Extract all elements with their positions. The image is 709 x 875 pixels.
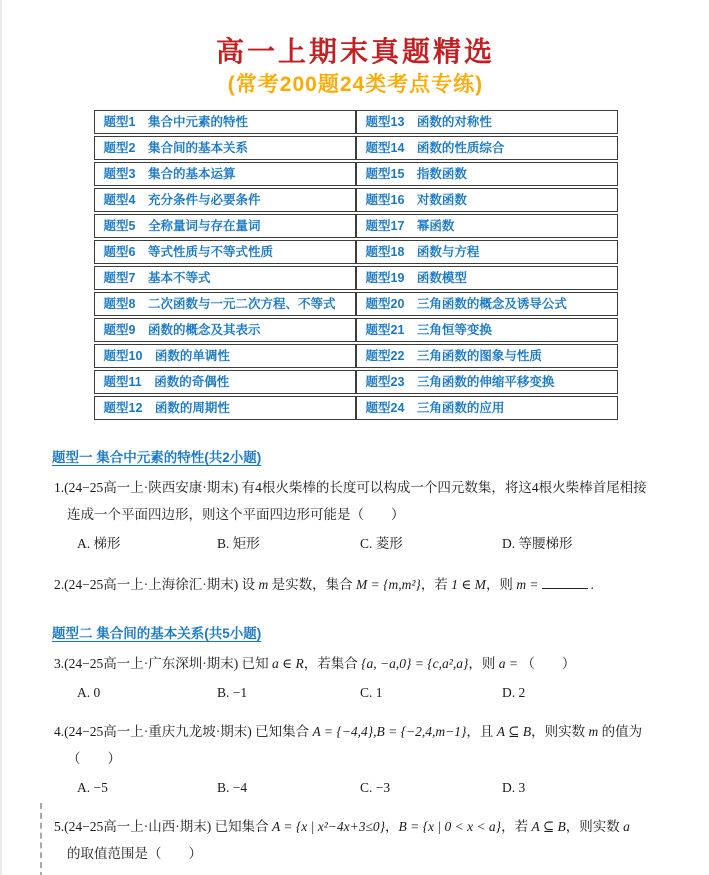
toc-entry: 题型2 集合间的基本关系 (103, 141, 248, 155)
question-4-text: 的值为 (598, 724, 643, 739)
toc-cell (356, 136, 618, 160)
toc-entry: 题型14 函数的性质综合 (365, 141, 505, 155)
toc-row (94, 188, 618, 212)
question-4 (54, 718, 669, 772)
toc-entry: 题型19 函数模型 (365, 271, 467, 285)
toc-row (94, 292, 618, 316)
question-4-text: ，且 (466, 724, 497, 739)
math-var: a (623, 819, 630, 834)
question-1 (54, 474, 669, 528)
toc-cell (94, 110, 356, 134)
toc-cell (356, 214, 618, 238)
toc-cell (94, 240, 356, 264)
toc-cell (356, 110, 618, 134)
math-expr: a ∈ R (271, 656, 304, 671)
question-5-text: ，若 (501, 819, 532, 834)
question-3-text: ，若集合 (303, 656, 362, 671)
toc-cell (356, 188, 618, 212)
math-var: m (258, 577, 269, 592)
toc-row (94, 162, 618, 186)
math-expr: a = (498, 656, 518, 671)
blank-underline (542, 575, 588, 589)
option-c: C. −3 (360, 780, 391, 795)
toc-entry: 题型1 集合中元素的特性 (103, 115, 248, 129)
toc-entry: 题型13 函数的对称性 (365, 115, 492, 129)
math-expr: {a, −a,0} = {c,a²,a} (361, 656, 469, 671)
math-expr: 1 ∈ M (451, 577, 486, 592)
toc-entry: 题型12 函数的周期性 (103, 401, 230, 415)
toc-row (94, 318, 618, 342)
toc-cell (94, 266, 356, 290)
toc-cell (94, 136, 356, 160)
question-2-text: ，则 (485, 577, 517, 592)
toc-cell (94, 396, 356, 420)
toc-entry: 题型3 集合的基本运算 (103, 167, 236, 181)
question-1-options (77, 530, 669, 557)
toc-cell (94, 318, 356, 342)
question-2-text: 是实数，集合 (268, 577, 356, 592)
toc-cell (94, 370, 356, 394)
toc-table (94, 108, 618, 422)
math-var: m (588, 724, 599, 739)
toc-row (94, 214, 618, 238)
toc-cell (94, 292, 356, 316)
toc-row (94, 344, 618, 368)
option-b (217, 869, 360, 875)
math-expr: B = {x | 0 < x < a} (398, 819, 502, 834)
question-5-options (77, 869, 669, 875)
question-3-text: （ ） (517, 656, 576, 671)
question-5 (54, 813, 669, 867)
toc-row (94, 240, 618, 264)
toc-entry: 题型9 函数的概念及其表示 (103, 323, 261, 337)
toc-entry: 题型16 对数函数 (365, 193, 467, 207)
question-2-text: ，若 (420, 577, 452, 592)
toc-entry: 题型22 三角函数的图象与性质 (365, 349, 542, 363)
toc-cell (356, 266, 618, 290)
toc-entry: 题型4 充分条件与必要条件 (103, 193, 261, 207)
toc-entry: 题型17 幂函数 (365, 219, 455, 233)
option-b: B. −4 (217, 780, 248, 795)
toc-row (94, 396, 618, 420)
math-expr: A ⊆ B (531, 819, 566, 834)
question-1-line1: 1.(24−25高一上·陕西安康·期末) 有4根火柴棒的长度可以构成一个四元数集，将这4根火柴棒首尾相接 (54, 480, 647, 495)
toc-row (94, 136, 618, 160)
toc-row (94, 110, 618, 134)
dashed-guide-line (40, 803, 42, 875)
question-4-line2: （ ） (67, 751, 121, 766)
page-subtitle: (常考200题24类考点专练) (227, 73, 484, 96)
question-2 (54, 571, 669, 598)
question-5-text: 5.(24−25高一上·山西·期末) 已知集合 (54, 819, 272, 834)
option-a: A. 0 (77, 685, 101, 700)
section-heading-2: 题型二 集合间的基本关系(共5小题) (52, 626, 262, 641)
section-heading-1: 题型一 集合中元素的特性(共2小题) (52, 450, 262, 465)
toc-entry: 题型6 等式性质与不等式性质 (103, 245, 273, 259)
toc-cell (94, 162, 356, 186)
option-a (77, 869, 217, 875)
toc-cell (356, 240, 618, 264)
option-d: D. 2 (502, 685, 526, 700)
option-c: C. 菱形 (360, 536, 403, 551)
toc-entry: 题型15 指数函数 (365, 167, 467, 181)
toc-entry: 题型10 函数的单调性 (103, 349, 230, 363)
math-expr: A ⊆ B (496, 724, 532, 739)
question-3-options (77, 679, 669, 706)
option-a: A. −5 (77, 780, 108, 795)
question-2-text: . (590, 577, 594, 592)
question-3 (54, 650, 669, 677)
option-c: C. 1 (360, 685, 383, 700)
toc-cell (94, 344, 356, 368)
toc-cell (356, 162, 618, 186)
toc-cell (356, 318, 618, 342)
toc-entry: 题型21 三角恒等变换 (365, 323, 492, 337)
option-b: B. −1 (217, 685, 248, 700)
question-5-line2: 的取值范围是（ ） (67, 846, 202, 861)
option-b: B. 矩形 (217, 536, 260, 551)
toc-entry: 题型5 全称量词与存在量词 (103, 219, 261, 233)
toc-cell (356, 396, 618, 420)
option-d: D. 等腰梯形 (502, 536, 573, 551)
option-a: A. 梯形 (77, 536, 121, 551)
option-d (502, 869, 669, 875)
toc-row (94, 266, 618, 290)
math-expr: A = {−4,4},B = {−2,4,m−1} (312, 724, 467, 739)
toc-entry: 题型18 函数与方程 (365, 245, 480, 259)
toc-entry: 题型8 二次函数与一元二次方程、不等式 (103, 297, 336, 311)
question-4-text: 4.(24−25高一上·重庆九龙坡·期末) 已知集合 (54, 724, 313, 739)
page-title: 高一上期末真题精选 (215, 36, 495, 67)
toc-entry: 题型11 函数的奇偶性 (103, 375, 230, 389)
page-content (2, 36, 709, 875)
toc-row (94, 370, 618, 394)
question-2-text: 2.(24−25高一上·上海徐汇·期末) 设 (54, 577, 259, 592)
toc-cell (356, 370, 618, 394)
option-c (360, 869, 502, 875)
toc-entry: 题型7 基本不等式 (103, 271, 211, 285)
math-expr: A = {x | x²−4x+3≤0} (271, 819, 386, 834)
question-3-text: ，则 (468, 656, 499, 671)
question-4-text: ，则实数 (531, 724, 589, 739)
toc-cell (94, 188, 356, 212)
toc-entry: 题型24 三角函数的应用 (365, 401, 505, 415)
toc-cell (94, 214, 356, 238)
toc-entry: 题型20 三角函数的概念及诱导公式 (365, 297, 567, 311)
option-d: D. 3 (502, 780, 526, 795)
toc-entry: 题型23 三角函数的伸缩平移变换 (365, 375, 555, 389)
math-expr: M = {m,m²} (355, 577, 421, 592)
math-expr: m = (516, 577, 539, 592)
question-1-line2: 连成一个平面四边形，则这个平面四边形可能是（ ） (67, 507, 405, 522)
question-5-text: ， (385, 819, 399, 834)
question-5-text: ，则实数 (565, 819, 624, 834)
toc-cell (356, 344, 618, 368)
question-3-text: 3.(24−25高一上·广东深圳·期末) 已知 (54, 656, 272, 671)
question-4-options (77, 774, 669, 801)
toc-cell (356, 292, 618, 316)
